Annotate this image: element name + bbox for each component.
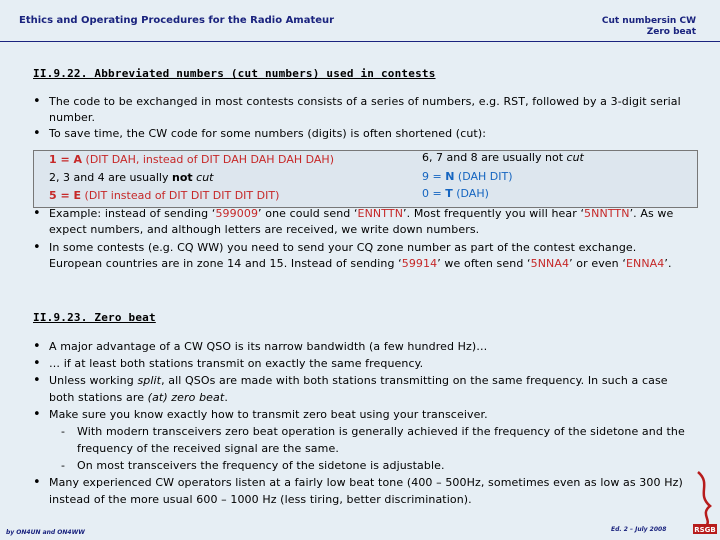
table-row: 6, 7 and 8 are usually not cut <box>422 151 584 164</box>
list-item: • Make sure you know exactly how to transmit zero beat using your transceiver. <box>33 406 693 423</box>
list-item: • Unless working split, all QSOs are made with both stations transmitting on the same frequency. In such a case both stations are (at) zero beat. <box>33 372 693 406</box>
table-row: 5 = E (DIT instead of DIT DIT DIT DIT DIT) <box>49 189 280 202</box>
list-item: • Example: instead of sending ‘599009’ one could send ‘ENNTTN’. Most frequently you will hear ‘5NNTTN’. As we expect numbers, and although letters are received, we write down numbers. <box>33 206 693 238</box>
logo-text: RSGB <box>694 526 716 534</box>
header-right-title <box>602 16 696 38</box>
list-item: • The code to be exchanged in most contests consists of a series of numbers, e.g. RST, followed by a 3-digit serial number. <box>33 94 693 126</box>
header-rule <box>0 41 720 42</box>
list-item: • Many experienced CW operators listen at a fairly low beat tone (400 – 500Hz, sometimes even as low as 300 Hz) instead of the more usual 600 – 1000 Hz (less tiring, better discrimination). <box>33 474 693 508</box>
header-right-line-2: Zero beat <box>646 27 696 37</box>
header-left-title: Ethics and Operating Procedures for the Radio Amateur <box>19 15 335 26</box>
cut-numbers-examples <box>33 206 693 272</box>
cut-numbers-table <box>33 150 698 208</box>
section-heading-zero-beat: II.9.23. Zero beat <box>33 311 156 324</box>
cut-numbers-intro <box>33 94 693 142</box>
table-row: 1 = A (DIT DAH, instead of DIT DAH DAH DAH DAH) <box>49 153 334 166</box>
header-right-line-1: Cut numbersin CW <box>601 16 696 26</box>
rsgb-logo <box>692 470 718 536</box>
footer-authors: by ON4UN and ON4WW <box>6 529 85 536</box>
section-heading-cut-numbers: II.9.22. Abbreviated numbers (cut numbers) used in contests <box>33 67 436 80</box>
list-item: • In some contests (e.g. CQ WW) you need to send your CQ zone number as part of the contest exchange. European countries are in zone 14 and 15. Instead of sending ‘59914’ we often send ‘5NNA4’ or even ‘ENNA4’. <box>33 240 693 272</box>
table-row: 2, 3 and 4 are usually not cut <box>49 171 214 184</box>
list-item: • … if at least both stations transmit on exactly the same frequency. <box>33 355 693 372</box>
table-row: 0 = T (DAH) <box>422 187 489 200</box>
zero-beat-list <box>33 338 693 508</box>
sub-list-item: - On most transceivers the frequency of the sidetone is adjustable. <box>33 457 693 474</box>
footer-edition: Ed. 2 – July 2008 <box>611 526 667 533</box>
table-row: 9 = N (DAH DIT) <box>422 170 513 183</box>
list-item: • To save time, the CW code for some numbers (digits) is often shortened (cut): <box>33 126 693 142</box>
list-item: • A major advantage of a CW QSO is its narrow bandwidth (a few hundred Hz)… <box>33 338 693 355</box>
sub-list-item: - With modern transceivers zero beat operation is generally achieved if the frequency of the sidetone and the frequency of the received signal are the same. <box>33 423 693 457</box>
